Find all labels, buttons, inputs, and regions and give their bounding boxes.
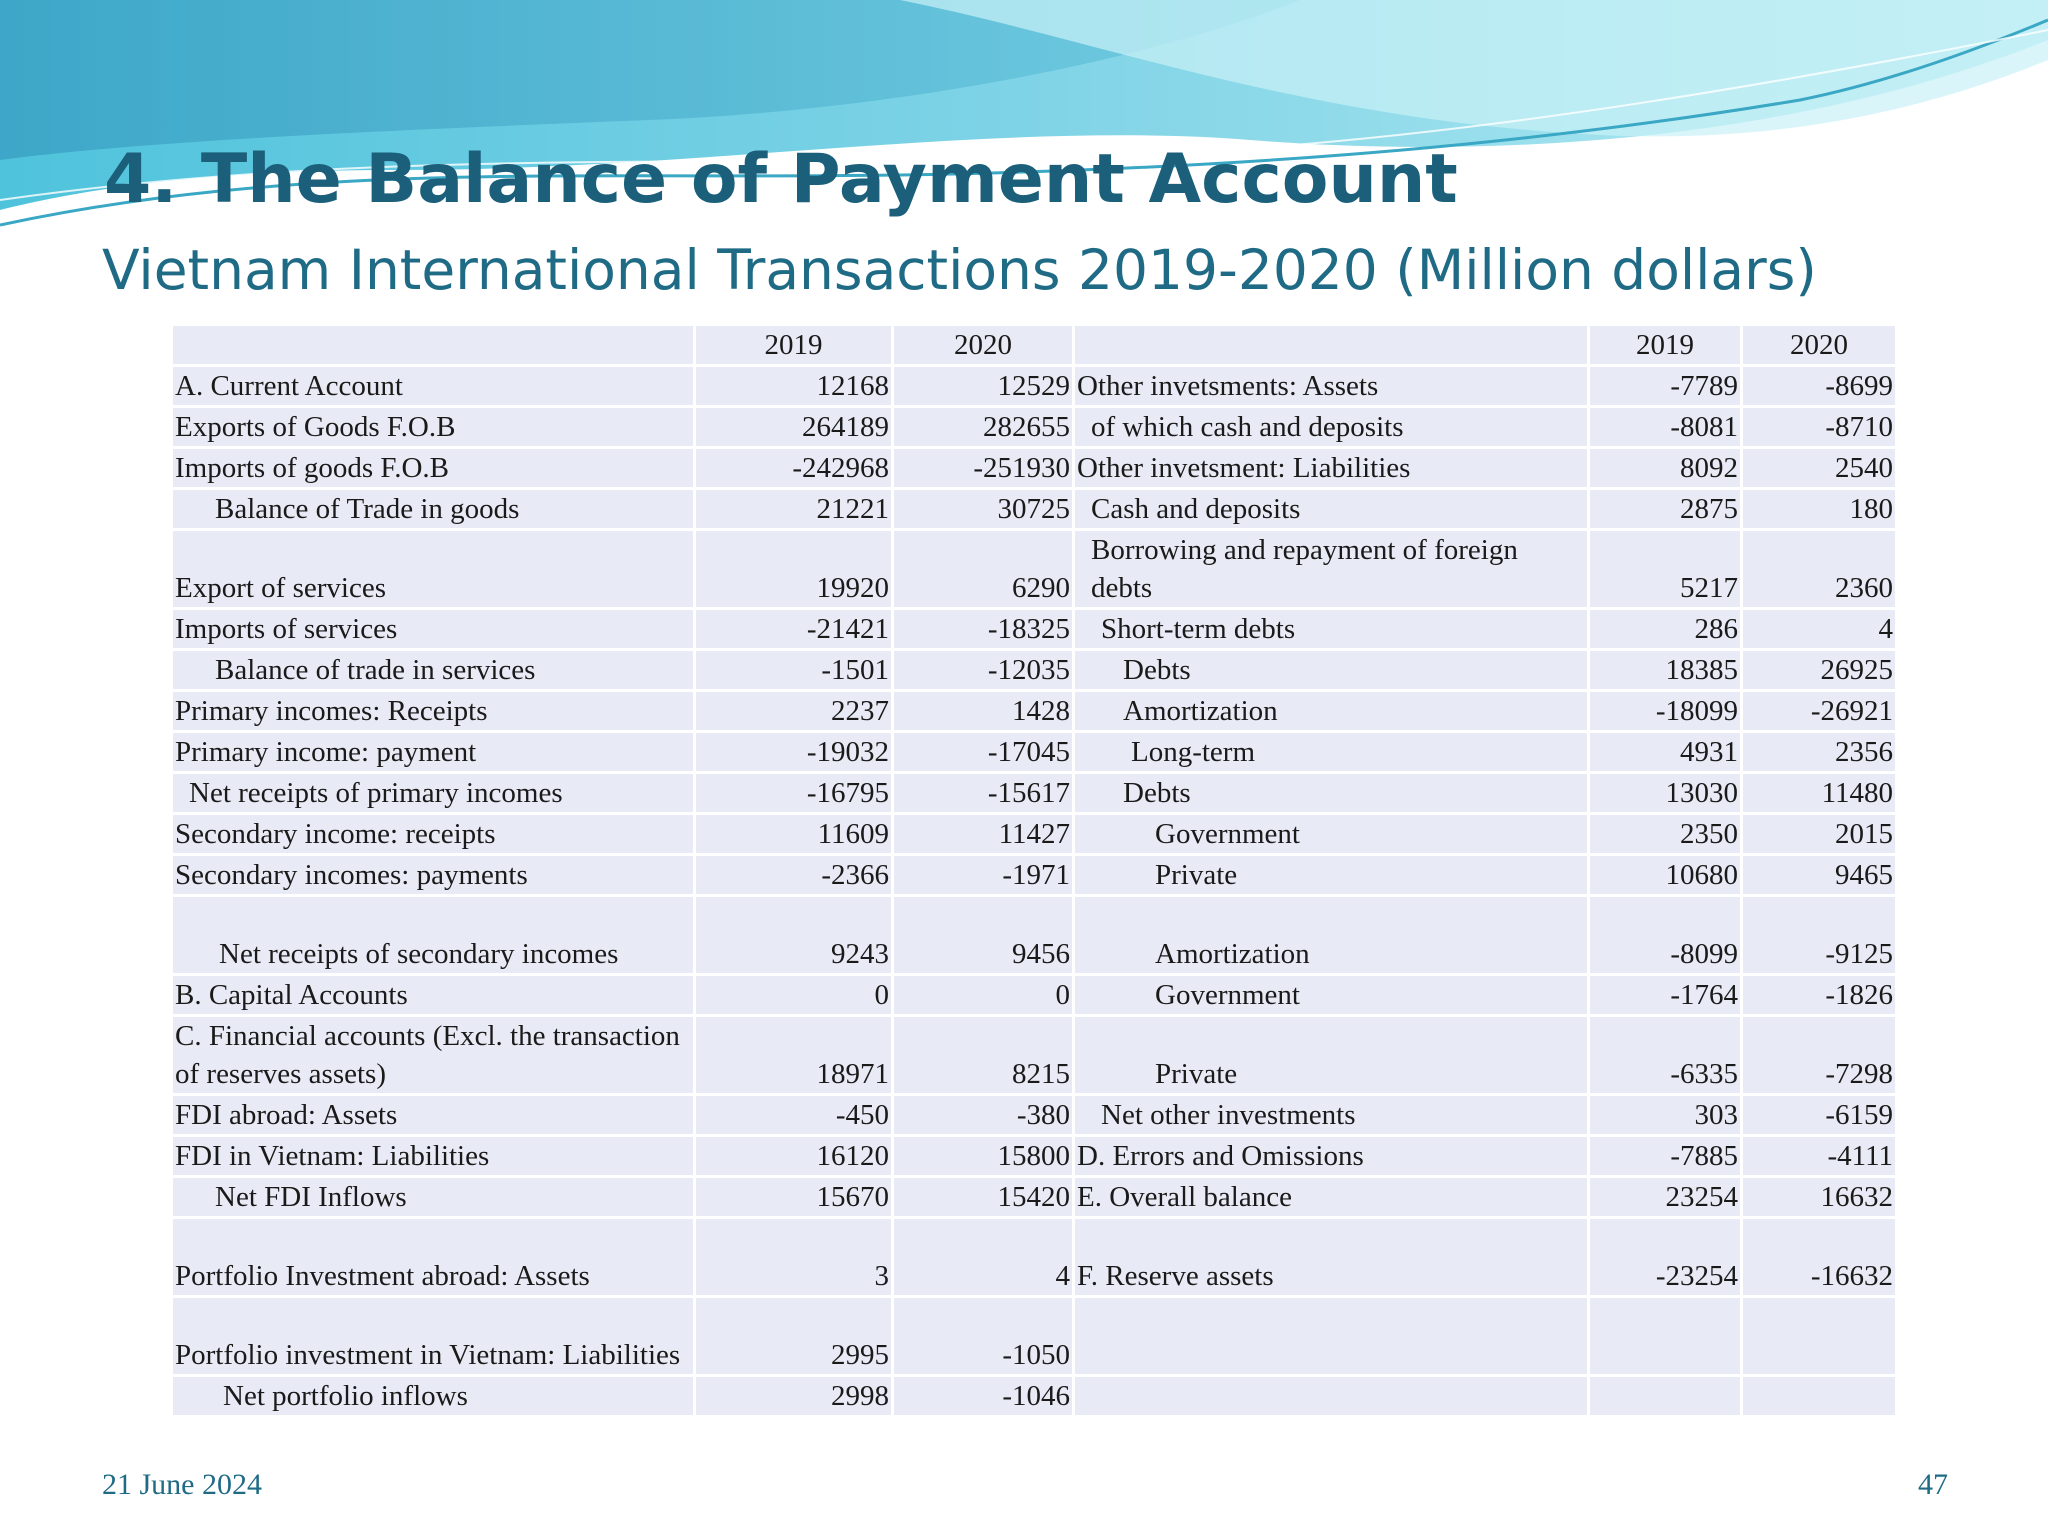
value-cell: -1501	[695, 650, 893, 691]
value-cell: 2237	[695, 691, 893, 732]
label-cell: Other invetsment: Liabilities	[1074, 448, 1589, 489]
table-header-row	[172, 325, 1897, 366]
value-cell: -7789	[1589, 366, 1742, 407]
label-cell: Exports of Goods F.O.B	[172, 407, 695, 448]
value-cell: 286	[1589, 609, 1742, 650]
label-cell: Private	[1074, 855, 1589, 896]
value-cell: 11480	[1742, 773, 1897, 814]
value-cell: 26925	[1742, 650, 1897, 691]
page-number: 47	[1918, 1468, 1948, 1501]
value-cell: 5217	[1589, 530, 1742, 609]
value-cell: 2875	[1589, 489, 1742, 530]
value-cell: 18385	[1589, 650, 1742, 691]
value-cell: 18971	[695, 1016, 893, 1095]
table-row	[172, 1016, 1897, 1095]
label-cell: Secondary income: receipts	[172, 814, 695, 855]
value-cell: -7885	[1589, 1136, 1742, 1177]
value-cell: 0	[893, 975, 1074, 1016]
label-cell: Export of services	[172, 530, 695, 609]
value-cell: 6290	[893, 530, 1074, 609]
header-cell	[172, 325, 695, 366]
value-cell: 9243	[695, 896, 893, 975]
value-cell: 4931	[1589, 732, 1742, 773]
table-row	[172, 489, 1897, 530]
label-cell: Net other investments	[1074, 1095, 1589, 1136]
footer-date: 21 June 2024	[102, 1468, 262, 1501]
header-cell: 2020	[893, 325, 1074, 366]
header-cell	[1074, 325, 1589, 366]
table-row	[172, 975, 1897, 1016]
label-cell: Portfolio investment in Vietnam: Liabilities	[172, 1297, 695, 1376]
table-row	[172, 732, 1897, 773]
label-cell: Secondary incomes: payments	[172, 855, 695, 896]
label-cell: Borrowing and repayment of foreign debts	[1074, 530, 1589, 609]
value-cell: -18099	[1589, 691, 1742, 732]
value-cell: 2540	[1742, 448, 1897, 489]
value-cell: 2998	[695, 1376, 893, 1417]
table-row	[172, 1297, 1897, 1376]
value-cell: 10680	[1589, 855, 1742, 896]
value-cell: 1428	[893, 691, 1074, 732]
label-cell: Balance of trade in services	[172, 650, 695, 691]
value-cell: -23254	[1589, 1218, 1742, 1297]
value-cell: -12035	[893, 650, 1074, 691]
balance-of-payments-table	[170, 323, 1898, 1418]
value-cell: -380	[893, 1095, 1074, 1136]
value-cell: -26921	[1742, 691, 1897, 732]
header-cell: 2019	[695, 325, 893, 366]
value-cell: -21421	[695, 609, 893, 650]
value-cell: -16795	[695, 773, 893, 814]
label-cell: Debts	[1074, 650, 1589, 691]
label-cell: C. Financial accounts (Excl. the transaction of reserves assets)	[172, 1016, 695, 1095]
value-cell: 9465	[1742, 855, 1897, 896]
value-cell: 11427	[893, 814, 1074, 855]
value-cell: 21221	[695, 489, 893, 530]
value-cell: 12529	[893, 366, 1074, 407]
label-cell: Imports of services	[172, 609, 695, 650]
value-cell: 2995	[695, 1297, 893, 1376]
label-cell: FDI abroad: Assets	[172, 1095, 695, 1136]
label-cell: Net FDI Inflows	[172, 1177, 695, 1218]
value-cell: 4	[893, 1218, 1074, 1297]
value-cell: -242968	[695, 448, 893, 489]
header-cell: 2020	[1742, 325, 1897, 366]
value-cell: -1764	[1589, 975, 1742, 1016]
label-cell: FDI in Vietnam: Liabilities	[172, 1136, 695, 1177]
label-cell: Net portfolio inflows	[172, 1376, 695, 1417]
value-cell: 2350	[1589, 814, 1742, 855]
value-cell: 303	[1589, 1095, 1742, 1136]
label-cell: Amortization	[1074, 896, 1589, 975]
value-cell: 12168	[695, 366, 893, 407]
table-row	[172, 407, 1897, 448]
label-cell: F. Reserve assets	[1074, 1218, 1589, 1297]
value-cell: -8099	[1589, 896, 1742, 975]
table-row	[172, 530, 1897, 609]
value-cell: 2356	[1742, 732, 1897, 773]
value-cell: 13030	[1589, 773, 1742, 814]
value-cell: -17045	[893, 732, 1074, 773]
label-cell: Portfolio Investment abroad: Assets	[172, 1218, 695, 1297]
value-cell: -8710	[1742, 407, 1897, 448]
value-cell: 19920	[695, 530, 893, 609]
label-cell: Government	[1074, 975, 1589, 1016]
slide-subtitle: Vietnam International Transactions 2019-2020 (Million dollars)	[102, 238, 1817, 302]
label-cell: Debts	[1074, 773, 1589, 814]
table-row	[172, 896, 1897, 975]
value-cell: 9456	[893, 896, 1074, 975]
value-cell: -16632	[1742, 1218, 1897, 1297]
value-cell	[1589, 1297, 1742, 1376]
value-cell	[1742, 1297, 1897, 1376]
label-cell	[1074, 1297, 1589, 1376]
value-cell: -18325	[893, 609, 1074, 650]
header-cell: 2019	[1589, 325, 1742, 366]
table-row	[172, 814, 1897, 855]
label-cell: Other invetsments: Assets	[1074, 366, 1589, 407]
slide-title: 4. The Balance of Payment Account	[104, 140, 1458, 219]
table-row	[172, 1095, 1897, 1136]
value-cell: 8092	[1589, 448, 1742, 489]
value-cell: 30725	[893, 489, 1074, 530]
value-cell: -19032	[695, 732, 893, 773]
value-cell: -15617	[893, 773, 1074, 814]
value-cell: -4111	[1742, 1136, 1897, 1177]
label-cell: Primary incomes: Receipts	[172, 691, 695, 732]
table-row	[172, 773, 1897, 814]
value-cell: -7298	[1742, 1016, 1897, 1095]
label-cell: E. Overall balance	[1074, 1177, 1589, 1218]
value-cell: -1826	[1742, 975, 1897, 1016]
value-cell: -251930	[893, 448, 1074, 489]
table-row	[172, 1376, 1897, 1417]
value-cell: 23254	[1589, 1177, 1742, 1218]
value-cell: -1046	[893, 1376, 1074, 1417]
value-cell: 264189	[695, 407, 893, 448]
value-cell: 11609	[695, 814, 893, 855]
label-cell	[1074, 1376, 1589, 1417]
value-cell: -1971	[893, 855, 1074, 896]
label-cell: Government	[1074, 814, 1589, 855]
value-cell: 16632	[1742, 1177, 1897, 1218]
value-cell: -6159	[1742, 1095, 1897, 1136]
label-cell: Private	[1074, 1016, 1589, 1095]
label-cell: Balance of Trade in goods	[172, 489, 695, 530]
value-cell: -6335	[1589, 1016, 1742, 1095]
label-cell: B. Capital Accounts	[172, 975, 695, 1016]
value-cell: -8081	[1589, 407, 1742, 448]
table-row	[172, 1136, 1897, 1177]
label-cell: Primary income: payment	[172, 732, 695, 773]
value-cell: 180	[1742, 489, 1897, 530]
table-row	[172, 650, 1897, 691]
value-cell: -1050	[893, 1297, 1074, 1376]
value-cell: 8215	[893, 1016, 1074, 1095]
label-cell: A. Current Account	[172, 366, 695, 407]
value-cell: 0	[695, 975, 893, 1016]
value-cell: -9125	[1742, 896, 1897, 975]
table-row	[172, 855, 1897, 896]
value-cell: 15670	[695, 1177, 893, 1218]
value-cell: 4	[1742, 609, 1897, 650]
label-cell: Long-term	[1074, 732, 1589, 773]
table-row	[172, 448, 1897, 489]
table-row	[172, 366, 1897, 407]
table-row	[172, 609, 1897, 650]
value-cell: 282655	[893, 407, 1074, 448]
value-cell: 16120	[695, 1136, 893, 1177]
value-cell: 2015	[1742, 814, 1897, 855]
value-cell: 2360	[1742, 530, 1897, 609]
value-cell: 3	[695, 1218, 893, 1297]
value-cell	[1589, 1376, 1742, 1417]
label-cell: Cash and deposits	[1074, 489, 1589, 530]
table-row	[172, 691, 1897, 732]
label-cell: of which cash and deposits	[1074, 407, 1589, 448]
label-cell: Net receipts of primary incomes	[172, 773, 695, 814]
table-row	[172, 1218, 1897, 1297]
value-cell: 15420	[893, 1177, 1074, 1218]
value-cell	[1742, 1376, 1897, 1417]
label-cell: D. Errors and Omissions	[1074, 1136, 1589, 1177]
label-cell: Short-term debts	[1074, 609, 1589, 650]
label-cell: Amortization	[1074, 691, 1589, 732]
label-cell: Imports of goods F.O.B	[172, 448, 695, 489]
table-row	[172, 1177, 1897, 1218]
label-cell: Net receipts of secondary incomes	[172, 896, 695, 975]
value-cell: -450	[695, 1095, 893, 1136]
value-cell: -2366	[695, 855, 893, 896]
value-cell: 15800	[893, 1136, 1074, 1177]
value-cell: -8699	[1742, 366, 1897, 407]
